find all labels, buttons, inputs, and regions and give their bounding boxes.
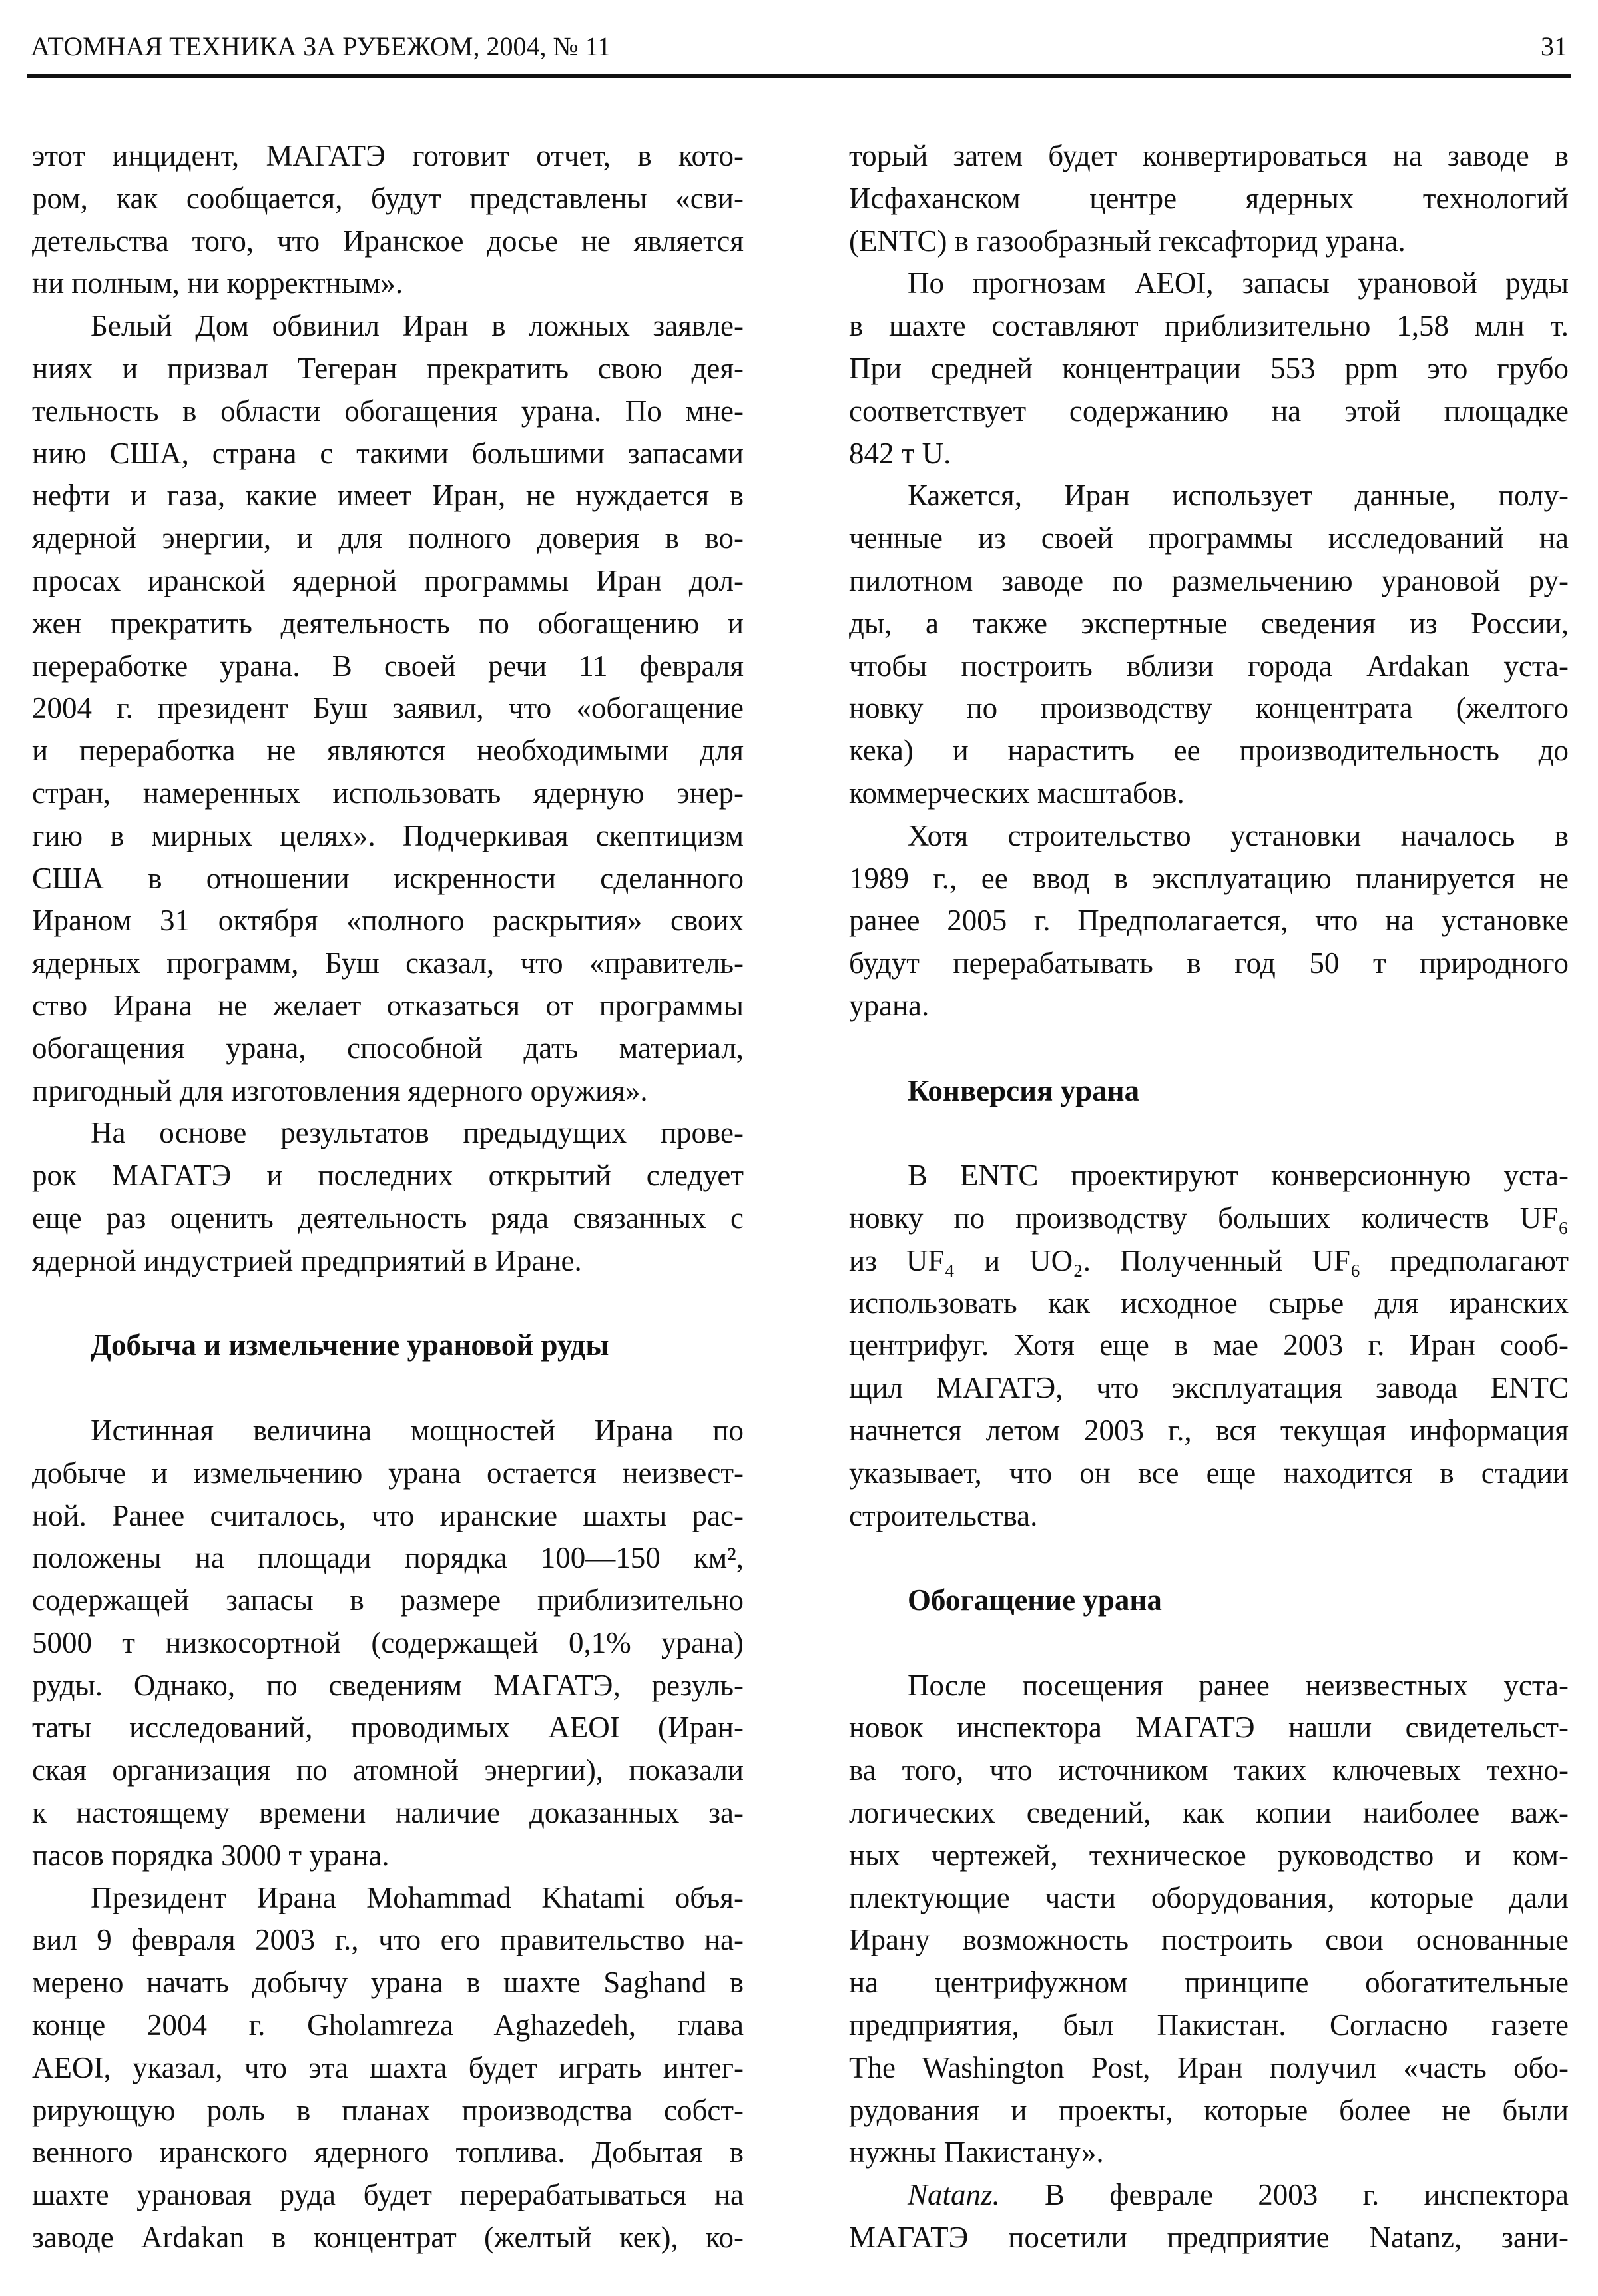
text-line: мерено начать добычу урана в шахте Saghand в bbox=[32, 1966, 744, 2000]
text-line: руды. Однако, по сведениям МАГАТЭ, резуль- bbox=[32, 1668, 744, 1702]
text-line: новок инспектора МАГАТЭ нашли свидетельст- bbox=[849, 1711, 1569, 1745]
text-line: урана. bbox=[849, 988, 930, 1022]
text-line: По прогнозам AEOI, запасы урановой руды bbox=[908, 266, 1569, 300]
text-line: рирующую роль в планах производства собст- bbox=[32, 2093, 744, 2127]
paragraph bbox=[849, 2174, 1569, 2259]
text-line: строительства. bbox=[849, 1498, 1038, 1532]
text-line: Белый Дом обвинил Иран в ложных заявле- bbox=[91, 309, 744, 343]
line-text: В феврале 2003 г. инспектора bbox=[999, 2178, 1569, 2212]
text-line: еще раз оценить деятельность ряда связанных с bbox=[32, 1201, 744, 1235]
text-line: ство Ирана не желает отказаться от программы bbox=[32, 988, 744, 1022]
text-line: переработке урана. В своей речи 11 февраля bbox=[32, 649, 744, 683]
text-line: начнется летом 2003 г., вся текущая информация bbox=[849, 1413, 1569, 1447]
text-line: жен прекратить деятельность по обогащению и bbox=[32, 606, 744, 640]
text-line: конце 2004 г. Gholamreza Aghazedeh, глава bbox=[32, 2008, 744, 2042]
text-line: ни полным, ни корректным». bbox=[32, 266, 403, 300]
text-line: гию в мирных целях». Подчеркивая скептицизм bbox=[32, 818, 744, 852]
paragraph bbox=[32, 305, 744, 1112]
text-line: шахте урановая руда будет перерабатываться на bbox=[32, 2178, 744, 2212]
text-line: рудования и проекты, которые более не были bbox=[849, 2093, 1569, 2127]
paragraph bbox=[32, 1112, 744, 1282]
text-line: Кажется, Иран использует данные, полу- bbox=[908, 479, 1569, 513]
text-line: новку по производству концентрата (желтого bbox=[849, 691, 1569, 725]
journal-title: АТОМНАЯ ТЕХНИКА ЗА РУБЕЖОМ, 2004, № 11 bbox=[31, 31, 611, 61]
text-line: соответствует содержанию на этой площадке bbox=[849, 394, 1569, 428]
blank-line bbox=[849, 1622, 1569, 1665]
text-line: ранее 2005 г. Предполагается, что на установке bbox=[849, 904, 1569, 938]
text-line: На основе результатов предыдущих прове- bbox=[91, 1116, 744, 1150]
text-line: пригодный для изготовления ядерного оружия». bbox=[32, 1073, 648, 1107]
section-heading: Обогащение урана bbox=[908, 1583, 1162, 1617]
running-header bbox=[31, 27, 1567, 67]
text-line: чтобы построить вблизи города Ardakan уста- bbox=[849, 649, 1569, 683]
right-column bbox=[849, 135, 1569, 2259]
text-line: обогащения урана, способной дать материал, bbox=[32, 1031, 744, 1065]
text-line: кека) и нарастить ее производительность до bbox=[849, 734, 1569, 768]
text-line: таты исследований, проводимых AEOI (Иран- bbox=[32, 1711, 744, 1745]
text-line: пилотном заводе по размельчению урановой ру- bbox=[849, 563, 1569, 597]
section-heading: Конверсия урана bbox=[908, 1073, 1140, 1107]
text-line: После посещения ранее неизвестных уста- bbox=[908, 1668, 1569, 1702]
paragraph bbox=[849, 475, 1569, 814]
text-line: Истинная величина мощностей Ирана по bbox=[91, 1413, 744, 1447]
header-rule bbox=[27, 74, 1571, 78]
paragraph bbox=[849, 815, 1569, 1027]
text-line: тельность в области обогащения урана. По мне- bbox=[32, 394, 744, 428]
text-line: положены на площади порядка 100—150 км², bbox=[32, 1541, 744, 1575]
text-line: Хотя строительство установки началось в bbox=[908, 818, 1569, 852]
section-heading: Добыча и измельчение урановой руды bbox=[91, 1328, 609, 1362]
text-line: щил МАГАТЭ, что эксплуатация завода ENTC bbox=[849, 1371, 1569, 1405]
text-line: предприятия, был Пакистан. Согласно газете bbox=[849, 2008, 1569, 2042]
text-line: нужны Пакистану». bbox=[849, 2136, 1104, 2169]
text-line: AEOI, указал, что эта шахта будет играть интег- bbox=[32, 2050, 744, 2084]
text-line: Ираном 31 октября «полного раскрытия» своих bbox=[32, 904, 744, 938]
text-line: ной. Ранее считалось, что иранские шахты рас- bbox=[32, 1498, 744, 1532]
text-line: просах иранской ядерной программы Иран дол- bbox=[32, 563, 744, 597]
text-line: Ирану возможность построить свои основанные bbox=[849, 1923, 1569, 1957]
blank-line bbox=[849, 1537, 1569, 1579]
text-line: 1989 г., ее ввод в эксплуатацию планируется не bbox=[849, 861, 1569, 895]
paragraph bbox=[849, 1155, 1569, 1537]
page-number: 31 bbox=[1541, 31, 1567, 61]
text-line: 2004 г. президент Буш заявил, что «обогащение bbox=[32, 691, 744, 725]
text-line: ядерной энергии, и для полного доверия в во- bbox=[32, 521, 744, 555]
text-line: ва того, что источником таких ключевых техно- bbox=[849, 1753, 1569, 1787]
text-line: из UF₄ и UO₂. Полученный UF₆ предполагают bbox=[849, 1243, 1569, 1277]
text-line: будут перерабатывать в год 50 т природного bbox=[849, 946, 1569, 980]
text-line: ская организация по атомной энергии), показали bbox=[32, 1753, 744, 1787]
text-line: плектующие части оборудования, которые дали bbox=[849, 1880, 1569, 1914]
text-line: ром, как сообщается, будут представлены «сви- bbox=[32, 181, 744, 215]
paragraph bbox=[849, 135, 1569, 262]
text-line: к настоящему времени наличие доказанных за- bbox=[32, 1796, 744, 1830]
text-line: коммерческих масштабов. bbox=[849, 776, 1185, 810]
paragraph bbox=[32, 135, 744, 305]
left-column bbox=[32, 135, 744, 2259]
text-line: этот инцидент, МАГАТЭ готовит отчет, в кото- bbox=[32, 139, 744, 172]
text-line: ядерных программ, Буш сказал, что «правитель- bbox=[32, 946, 744, 980]
text-line: Президент Ирана Mohammad Khatami объя- bbox=[91, 1880, 744, 1914]
text-line: на центрифужном принципе обогатительные bbox=[849, 1966, 1569, 2000]
text-line: добыче и измельчению урана остается неизвест- bbox=[32, 1456, 744, 1490]
text-line: The Washington Post, Иран получил «часть обо- bbox=[849, 2050, 1569, 2084]
paragraph bbox=[32, 1410, 744, 1877]
text-line: и переработка не являются необходимыми для bbox=[32, 734, 744, 768]
text-line: новку по производству больших количеств UF₆ bbox=[849, 1201, 1569, 1235]
blank-line bbox=[32, 1283, 744, 1325]
text-line: венного иранского ядерного топлива. Добытая в bbox=[32, 2136, 744, 2169]
text-line: В ENTC проектируют конверсионную уста- bbox=[908, 1159, 1569, 1193]
text-line: использовать как исходное сырье для иранских bbox=[849, 1286, 1569, 1320]
text-line: детельства того, что Иранское досье не является bbox=[32, 224, 744, 258]
text-line: заводе Ardakan в концентрат (желтый кек), ко- bbox=[32, 2221, 744, 2255]
text-line: ядерной индустрией предприятий в Иране. bbox=[32, 1243, 582, 1277]
text-line: вил 9 февраля 2003 г., что его правительство на- bbox=[32, 1923, 744, 1957]
text-line: ченные из своей программы исследований на bbox=[849, 521, 1569, 555]
text-line: в шахте составляют приблизительно 1,58 млн т. bbox=[849, 309, 1569, 343]
text-line: Исфаханском центре ядерных технологий bbox=[849, 181, 1569, 215]
text-line: ниях и призвал Тегеран прекратить свою дея- bbox=[32, 351, 744, 385]
text-line: центрифуг. Хотя еще в мае 2003 г. Иран сооб- bbox=[849, 1328, 1569, 1362]
text-line: При средней концентрации 553 ppm это грубо bbox=[849, 351, 1569, 385]
text-line: содержащей запасы в размере приблизительно bbox=[32, 1583, 744, 1617]
paragraph bbox=[849, 1665, 1569, 2175]
blank-line bbox=[32, 1367, 744, 1410]
text-line: 5000 т низкосортной (содержащей 0,1% урана) bbox=[32, 1625, 744, 1659]
text-line: нию США, страна с такими большими запасами bbox=[32, 436, 744, 470]
text-line: США в отношении искренности сделанного bbox=[32, 861, 744, 895]
text-line: ды, а также экспертные сведения из России, bbox=[849, 606, 1569, 640]
text-line: стран, намеренных использовать ядерную энер- bbox=[32, 776, 744, 810]
blank-line bbox=[849, 1112, 1569, 1155]
text-line: МАГАТЭ посетили предприятие Natanz, зани- bbox=[849, 2221, 1569, 2255]
text-line: (ENTC) в газообразный гексафторид урана. bbox=[849, 224, 1406, 258]
text-line: рок МАГАТЭ и последних открытий следует bbox=[32, 1159, 744, 1193]
text-line bbox=[849, 2174, 1569, 2217]
text-line: указывает, что он все еще находится в стадии bbox=[849, 1456, 1569, 1490]
text-line: 842 т U. bbox=[849, 436, 951, 470]
paragraph bbox=[32, 1877, 744, 2259]
text-line: пасов порядка 3000 т урана. bbox=[32, 1838, 390, 1872]
italic-lead: Natanz. bbox=[908, 2178, 1000, 2212]
text-line: торый затем будет конвертироваться на заводе в bbox=[849, 139, 1569, 172]
text-line: нефти и газа, какие имеет Иран, не нуждается в bbox=[32, 479, 744, 513]
text-line: логических сведений, как копии наиболее важ- bbox=[849, 1796, 1569, 1830]
text-line: ных чертежей, техническое руководство и ком- bbox=[849, 1838, 1569, 1872]
paragraph bbox=[849, 262, 1569, 475]
blank-line bbox=[849, 1027, 1569, 1070]
